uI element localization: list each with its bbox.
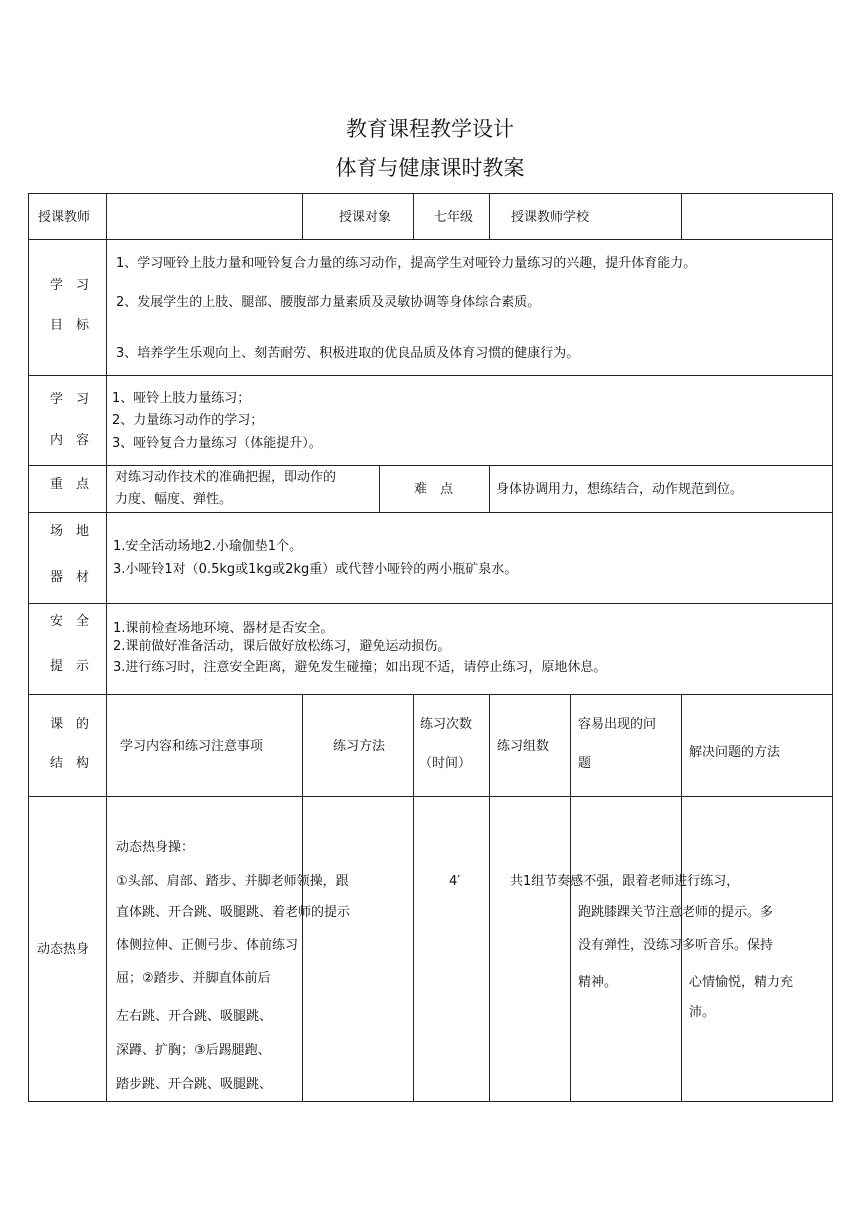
- warmup-label: 动态热身: [37, 942, 90, 957]
- row-divider: [28, 512, 833, 513]
- difficulty-label: 难 点: [414, 482, 454, 497]
- teacher-label: 授课教师: [38, 210, 91, 225]
- row-divider: [28, 375, 833, 376]
- content-item: 2、力量练习动作的学习；: [112, 413, 264, 428]
- col-divider: [570, 694, 571, 1102]
- col-divider: [302, 694, 303, 1102]
- col-divider: [489, 465, 490, 512]
- document-subtitle: 体育与健康课时教案: [335, 156, 525, 180]
- warmup-count: 4′: [449, 874, 461, 889]
- difficulty-text: 身体协调用力，想练结合，动作规范到位。: [496, 482, 744, 497]
- warmup-content-line: 直体跳、开合跳、吸腿跳、着老师的提示: [116, 905, 351, 920]
- column-header-problems: 容易出现的问: [578, 717, 657, 732]
- col-divider: [681, 694, 682, 1102]
- safety-item: 2.课前做好准备活动，课后做好放松练习，避免运动损伤。: [113, 639, 451, 654]
- target-label: 授课对象: [339, 210, 392, 225]
- content-item: 3、哑铃复合力量练习（体能提升）。: [112, 436, 322, 451]
- content-label-1: 学 习: [50, 392, 90, 407]
- column-header-count: 练习次数: [420, 717, 473, 732]
- safety-item: 3.进行练习时，注意安全距离，避免发生碰撞；如出现不适，请停止练习，原地休息。: [113, 660, 607, 675]
- key-points-line: 对练习动作技术的准确把握，即动作的: [115, 470, 337, 485]
- objectives-label-2: 目 标: [50, 318, 90, 333]
- safety-label-2: 提 示: [50, 659, 90, 674]
- content-label-2: 内 容: [50, 433, 90, 448]
- objective-item: 2、发展学生的上肢、腿部、腰腹部力量素质及灵敏协调等身体综合素质。: [116, 295, 541, 310]
- objective-item: 1、学习哑铃上肢力量和哑铃复合力量的练习动作，提高学生对哑铃力量练习的兴趣，提升体育能力。: [116, 256, 697, 271]
- venue-label-1: 场 地: [50, 524, 90, 539]
- col-divider: [681, 193, 682, 239]
- warmup-content-line: 深蹲、扩胸；③后踢腿跑、: [116, 1043, 271, 1058]
- warmup-groups-line: 共1组节奏感不强，跟着老师进行练习，: [510, 874, 740, 889]
- row-divider: [28, 465, 833, 466]
- table-border-top: [28, 193, 833, 194]
- objective-item: 3、培养学生乐观向上、刻苦耐劳、积极进取的优良品质及体育习惯的健康行为。: [116, 346, 580, 361]
- table-border-bottom: [28, 1101, 833, 1102]
- col-divider: [489, 694, 490, 1102]
- col-divider: [489, 193, 490, 239]
- warmup-content-line: 屈；②踏步、并脚直体前后: [116, 971, 271, 986]
- venue-item: 1.安全活动场地2.小瑜伽垫1个。: [113, 539, 303, 554]
- target-value: 七年级: [434, 210, 474, 225]
- column-header-method: 练习方法: [333, 739, 386, 754]
- warmup-content-line: 踏步跳、开合跳、吸腿跳、: [116, 1077, 273, 1092]
- col-divider: [413, 193, 414, 239]
- key-points-label: 重 点: [50, 477, 90, 492]
- warmup-content-line: ①头部、肩部、踏步、并脚老师领操，跟: [116, 874, 349, 889]
- school-label: 授课教师学校: [511, 210, 590, 225]
- venue-label-2: 器 材: [50, 570, 90, 585]
- structure-label-1: 课 的: [50, 717, 90, 732]
- row-divider: [28, 796, 833, 797]
- column-header-problems-cont: 题: [578, 756, 592, 771]
- safety-item: 1.课前检查场地环境、器材是否安全。: [113, 621, 334, 636]
- key-points-line: 力度、幅度、弹性。: [115, 492, 233, 507]
- warmup-solution-line: 心情愉悦，精力充: [689, 975, 794, 990]
- row-divider: [28, 603, 833, 604]
- warmup-problem-line: 跑跳膝踝关节注意老师的提示。多: [578, 905, 774, 920]
- row-divider: [28, 239, 833, 240]
- warmup-solution-line: 沛。: [689, 1005, 716, 1020]
- row-divider: [28, 694, 833, 695]
- column-header-count-unit: （时间）: [419, 756, 472, 771]
- warmup-problem-line: 没有弹性，没练习多听音乐。保持: [578, 938, 774, 953]
- table-border-left: [28, 193, 29, 1102]
- label-column-divider: [106, 193, 107, 1102]
- column-header-solutions: 解决问题的方法: [689, 745, 781, 760]
- column-header-content: 学习内容和练习注意事项: [120, 739, 264, 754]
- warmup-content-line: 左右跳、开合跳、吸腿跳、: [116, 1009, 273, 1024]
- objectives-label-1: 学 习: [50, 278, 90, 293]
- column-header-groups: 练习组数: [497, 739, 550, 754]
- warmup-content-line: 动态热身操：: [116, 840, 195, 855]
- safety-label-1: 安 全: [50, 614, 90, 629]
- col-divider: [379, 465, 380, 512]
- content-item: 1、哑铃上肢力量练习；: [112, 391, 251, 406]
- warmup-problem-line: 精神。: [578, 975, 618, 990]
- warmup-content-line: 体侧拉伸、正侧弓步、体前练习: [116, 938, 299, 953]
- venue-item: 3.小哑铃1对（0.5kg或1kg或2kg重）或代替小哑铃的两小瓶矿泉水。: [113, 562, 518, 577]
- document-title: 教育课程教学设计: [346, 117, 514, 141]
- table-border-right: [832, 193, 833, 1102]
- col-divider: [413, 694, 414, 1102]
- structure-label-2: 结 构: [50, 756, 90, 771]
- col-divider: [302, 193, 303, 239]
